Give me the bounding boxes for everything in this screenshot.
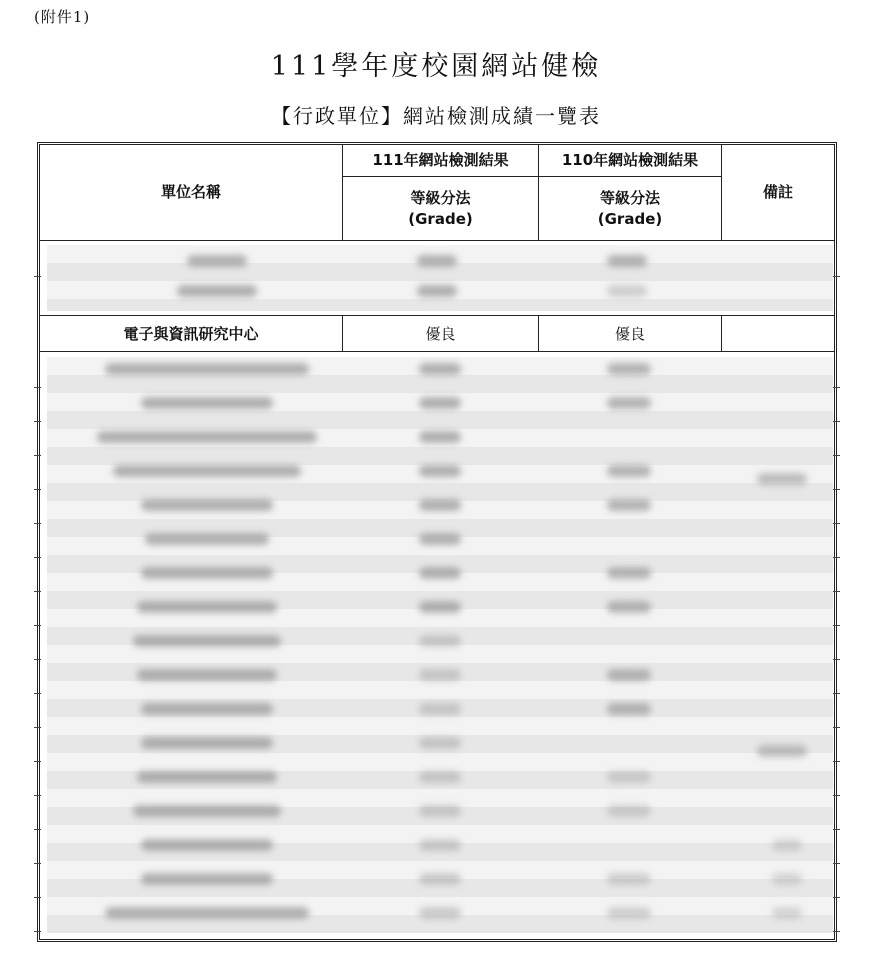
divider bbox=[342, 176, 722, 177]
row-tick bbox=[833, 727, 840, 728]
redacted-text bbox=[607, 465, 651, 477]
redacted-stripe bbox=[47, 645, 833, 663]
divider bbox=[342, 315, 343, 352]
header-111-grade bbox=[343, 177, 538, 240]
row-tick bbox=[833, 276, 840, 277]
row-tick bbox=[34, 557, 41, 558]
row-tick bbox=[34, 455, 41, 456]
row-tick bbox=[34, 795, 41, 796]
redacted-text bbox=[141, 703, 273, 715]
row-tick bbox=[34, 761, 41, 762]
redacted-stripe bbox=[47, 411, 833, 429]
redacted-text bbox=[607, 873, 651, 885]
redacted-text bbox=[137, 601, 277, 613]
redacted-text bbox=[105, 363, 309, 375]
redacted-stripe bbox=[47, 717, 833, 735]
row-tick bbox=[34, 897, 41, 898]
row-tick bbox=[833, 557, 840, 558]
header-remarks-text: 備註 bbox=[762, 183, 793, 202]
redacted-text bbox=[607, 567, 651, 579]
redacted-text bbox=[607, 669, 651, 681]
row-tick bbox=[833, 693, 840, 694]
divider bbox=[538, 145, 539, 240]
row-tick bbox=[833, 625, 840, 626]
row-110-result bbox=[539, 316, 721, 351]
redacted-text bbox=[133, 805, 281, 817]
divider bbox=[721, 315, 722, 352]
header-remarks bbox=[722, 145, 834, 240]
row-tick bbox=[833, 761, 840, 762]
row-tick bbox=[833, 795, 840, 796]
redacted-text bbox=[607, 703, 651, 715]
redacted-text bbox=[419, 635, 461, 647]
divider bbox=[721, 145, 722, 240]
redacted-text bbox=[607, 397, 651, 409]
redacted-text bbox=[141, 737, 273, 749]
row-tick bbox=[34, 276, 41, 277]
redacted-text bbox=[141, 397, 273, 409]
row-110-text: 優良 bbox=[614, 325, 645, 343]
header-unit-name-text: 單位名稱 bbox=[160, 183, 221, 202]
redacted-text bbox=[772, 839, 802, 851]
row-111-result bbox=[343, 316, 538, 351]
redacted-text bbox=[145, 533, 269, 545]
header-110-text: 110年網站檢測結果 bbox=[561, 151, 699, 170]
row-tick bbox=[833, 387, 840, 388]
row-tick bbox=[34, 387, 41, 388]
row-tick bbox=[833, 421, 840, 422]
redacted-text bbox=[607, 499, 651, 511]
redacted-text bbox=[757, 745, 807, 757]
redacted-text bbox=[419, 363, 461, 375]
redacted-text bbox=[419, 397, 461, 409]
divider bbox=[40, 351, 834, 352]
redacted-text bbox=[419, 533, 461, 545]
row-tick bbox=[34, 693, 41, 694]
row-unit-name bbox=[40, 316, 342, 351]
header-111-grade-en: (Grade) bbox=[408, 209, 473, 228]
redacted-stripe bbox=[47, 447, 833, 465]
row-tick bbox=[34, 591, 41, 592]
row-tick bbox=[34, 727, 41, 728]
row-tick bbox=[34, 829, 41, 830]
page-subtitle: 【行政單位】網站檢測成績一覽表 bbox=[271, 104, 601, 128]
redacted-text bbox=[141, 873, 273, 885]
redacted-text bbox=[419, 873, 461, 885]
redacted-text bbox=[757, 473, 807, 485]
redacted-text bbox=[113, 465, 301, 477]
header-111-results bbox=[343, 145, 538, 176]
redacted-text bbox=[419, 669, 461, 681]
redacted-text bbox=[97, 431, 317, 443]
redacted-text bbox=[105, 907, 309, 919]
row-tick bbox=[833, 659, 840, 660]
redacted-text bbox=[419, 499, 461, 511]
redacted-text bbox=[607, 907, 651, 919]
redacted-text bbox=[137, 669, 277, 681]
redacted-text bbox=[607, 601, 651, 613]
redacted-text bbox=[419, 839, 461, 851]
redacted-text bbox=[141, 567, 273, 579]
row-tick bbox=[34, 489, 41, 490]
row-tick bbox=[833, 931, 840, 932]
redacted-text bbox=[607, 771, 651, 783]
attachment-label: (附件1) bbox=[34, 8, 91, 26]
redacted-text bbox=[419, 567, 461, 579]
divider bbox=[538, 315, 539, 352]
redacted-text bbox=[607, 363, 651, 375]
header-110-grade-method: 等級分法 bbox=[599, 189, 660, 208]
row-unit-text: 電子與資訊研究中心 bbox=[123, 325, 259, 343]
row-tick bbox=[34, 931, 41, 932]
redacted-text bbox=[419, 737, 461, 749]
row-111-text: 優良 bbox=[425, 325, 456, 343]
row-tick bbox=[833, 897, 840, 898]
redacted-rows-top bbox=[47, 245, 833, 311]
row-tick bbox=[833, 523, 840, 524]
redacted-text bbox=[419, 465, 461, 477]
page-title: 111學年度校園網站健檢 bbox=[270, 51, 602, 82]
header-111-text: 111年網站檢測結果 bbox=[372, 151, 509, 170]
header-111-grade-method: 等級分法 bbox=[410, 189, 471, 208]
header-110-grade-en: (Grade) bbox=[597, 209, 663, 228]
redacted-rows-bottom bbox=[47, 357, 833, 939]
redacted-text bbox=[419, 601, 461, 613]
row-tick bbox=[833, 591, 840, 592]
redacted-stripe bbox=[47, 375, 833, 393]
row-tick bbox=[34, 523, 41, 524]
redacted-stripe bbox=[47, 753, 833, 771]
redacted-text bbox=[419, 703, 461, 715]
row-tick bbox=[34, 863, 41, 864]
redacted-text bbox=[141, 499, 273, 511]
divider bbox=[342, 145, 343, 240]
redacted-text bbox=[419, 805, 461, 817]
row-remarks bbox=[722, 316, 834, 351]
row-tick bbox=[34, 421, 41, 422]
redacted-text bbox=[419, 771, 461, 783]
redacted-text bbox=[141, 839, 273, 851]
divider bbox=[40, 240, 834, 241]
redacted-text bbox=[772, 907, 802, 919]
row-tick bbox=[833, 829, 840, 830]
row-tick bbox=[833, 863, 840, 864]
redacted-text bbox=[419, 907, 461, 919]
redacted-text bbox=[133, 635, 281, 647]
redacted-text bbox=[772, 873, 802, 885]
header-110-grade bbox=[539, 177, 721, 240]
row-tick bbox=[34, 625, 41, 626]
header-unit-name bbox=[40, 145, 342, 240]
row-tick bbox=[833, 455, 840, 456]
row-tick bbox=[34, 659, 41, 660]
table-row bbox=[40, 316, 834, 351]
row-tick bbox=[833, 489, 840, 490]
redacted-stripe bbox=[47, 681, 833, 699]
results-table bbox=[37, 142, 837, 942]
redacted-text bbox=[137, 771, 277, 783]
header-110-results bbox=[539, 145, 721, 176]
redacted-text bbox=[607, 805, 651, 817]
redacted-text bbox=[419, 431, 461, 443]
